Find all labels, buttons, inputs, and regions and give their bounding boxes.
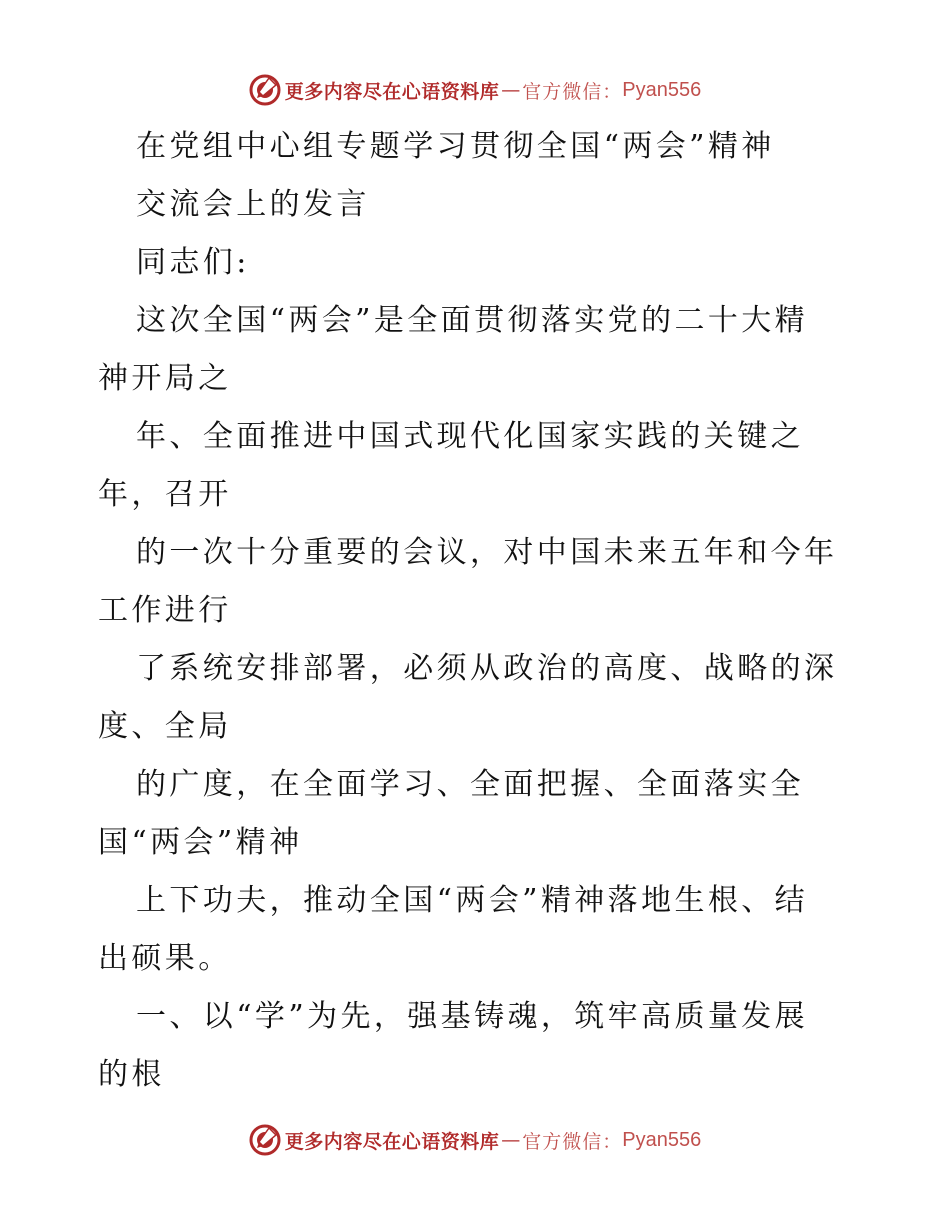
body-line: 这次全国“两会”是全面贯彻落实党的二十大精 <box>136 303 809 338</box>
body-line: 国“两会”精神 <box>98 825 303 860</box>
pen-logo-icon <box>249 1124 281 1156</box>
banner-wechat-label: 官方微信： <box>522 1130 623 1153</box>
banner-wechat-handle: Pyan556 <box>622 1128 702 1151</box>
body-line: 工作进行 <box>98 593 232 628</box>
banner-wechat-label: 官方微信： <box>522 80 623 103</box>
body-line: 年、全面推进中国式现代化国家实践的关键之 <box>136 419 804 454</box>
banner-slogan: 更多内容尽在心语资料库 <box>284 1130 500 1153</box>
section-heading-line: 的根 <box>98 1057 165 1092</box>
banner-separator: — <box>501 79 521 101</box>
body-line: 年，召开 <box>98 477 232 512</box>
title-line-1: 在党组中心组专题学习贯彻全国“两会”精神 <box>136 129 775 164</box>
body-line: 上下功夫，推动全国“两会”精神落地生根、结 <box>136 883 809 918</box>
pen-logo-icon <box>249 74 281 106</box>
body-line: 度、全局 <box>98 709 232 744</box>
body-line: 出硕果。 <box>98 941 232 976</box>
header-banner <box>0 70 950 110</box>
body-line: 的一次十分重要的会议，对中国未来五年和今年 <box>136 535 838 570</box>
banner-wechat-handle: Pyan556 <box>622 78 702 101</box>
salutation: 同志们: <box>136 245 250 280</box>
footer-banner <box>0 1120 950 1160</box>
banner-slogan: 更多内容尽在心语资料库 <box>284 80 500 103</box>
body-line: 神开局之 <box>98 361 232 396</box>
body-line: 了系统安排部署，必须从政治的高度、战略的深 <box>136 651 838 686</box>
title-line-2: 交流会上的发言 <box>136 187 370 222</box>
section-heading-line: 一、以“学”为先，强基铸魂，筑牢高质量发展 <box>136 999 809 1034</box>
banner-separator: — <box>501 1129 521 1151</box>
body-line: 的广度，在全面学习、全面把握、全面落实全 <box>136 767 804 802</box>
